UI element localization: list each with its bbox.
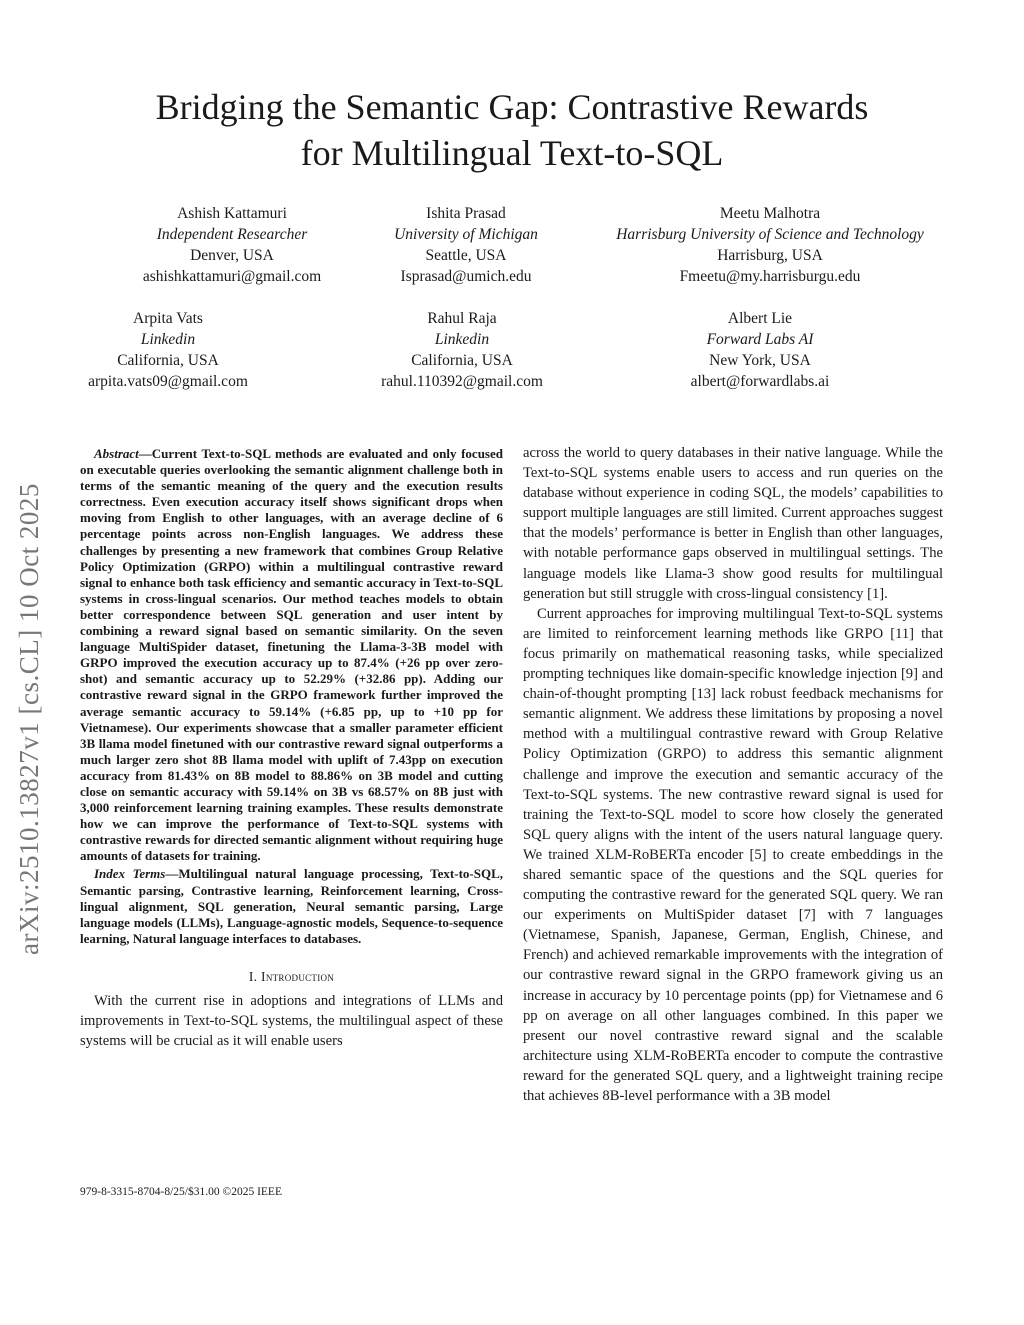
author-name: Rahul Raja — [427, 310, 497, 327]
author-block — [366, 203, 566, 287]
index-terms-text: Multilingual natural language processing, Text-to-SQL, Semantic parsing, Contrastive learning, Reinforcement learning, Cross-lingual alignment, SQL generation, Neural semantic parsing, Large language models (LLMs), Language-agnostic models, Sequence-to-sequence learning, Natural language interfaces to databases. — [80, 866, 504, 946]
arxiv-identifier: arXiv:2510.13827v1 [cs.CL] 10 Oct 2025 — [14, 483, 44, 955]
copyright-footnote: 979-8-3315-8704-8/25/$31.00 ©2025 IEEE — [80, 1186, 282, 1198]
author-location: New York, USA — [709, 352, 811, 369]
author-affiliation: Linkedin — [140, 331, 196, 348]
author-email: albert@forwardlabs.ai — [690, 373, 830, 390]
author-name: Ishita Prasad — [426, 205, 506, 222]
author-block — [660, 308, 860, 392]
author-affiliation: Independent Researcher — [156, 226, 308, 243]
author-affiliation: University of Michigan — [394, 226, 538, 243]
intro-paragraph-continued: across the world to query databases in their native language. While the Text-to-SQL systems enable users to access and run queries on the database without experience in coding SQL, the models’ capabilities to support multiple languages are still limited. Current approaches suggest that the models’ performance is better in English than other languages, with notable performance gaps observed in multilingual settings. The language models like Llama-3 show good results for multilingual generation but still struggle with cross-lingual consistency [1]. — [523, 445, 943, 602]
abstract-text: Current Text-to-SQL methods are evaluated and only focused on executable queries overlooking the semantic alignment challenge both in terms of the semantic meaning of the query and the execution results correctness. Even execution accuracy itself shows significant drops when moving from English to other languages, with an average decline of 6 percentage points across non-English languages. We address these challenges by presenting a new framework that combines Group Relative Policy Optimization (GRPO) within a multilingual contrastive reward signal to enhance both task efficiency and semantic accuracy in Text-to-SQL systems in cross-lingual scenarios. Our method teaches models to obtain better correspondence between SQL generation and user intent by combining a reward signal based on semantic similarity. On the seven language MultiSpider dataset, finetuning the Llama-3-3B model with GRPO improved the execution accuracy up to 87.4% (+26 pp over zero-shot) and semantic accuracy up to 52.29% (+32.86 pp). Adding our contrastive reward signal in the GRPO framework further improved the average semantic accuracy to 59.14% (+6.85 pp, up to +10 pp for Vietnamese). Our experiments showcase that a smaller parameter efficient 3B llama model finetuned with our contrastive reward signal outperforms a much larger zero shot 8B llama model with uplift of 7.43pp on execution accuracy from 81.43% on 8B model to 88.86% on 3B model and cutting close on semantic accuracy with 59.14% on 3B vs 68.57% on 8B just with 3,000 reinforcement learning training examples. These results demonstrate how we can improve the performance of Text-to-SQL systems with contrastive rewards for directed semantic alignment without requiring huge amounts of datasets for training. — [80, 446, 503, 864]
author-location: Harrisburg, USA — [717, 247, 823, 264]
right-column — [523, 443, 943, 1106]
left-column — [80, 446, 503, 1051]
intro-paragraph: With the current rise in adoptions and integrations of LLMs and improvements in Text-to-SQL systems, the multilingual aspect of these systems will be crucial as it will enable users — [80, 993, 503, 1050]
author-location: California, USA — [411, 352, 513, 369]
author-name: Arpita Vats — [133, 310, 203, 327]
author-name: Meetu Malhotra — [719, 205, 821, 222]
author-affiliation: Forward Labs AI — [706, 331, 814, 348]
author-affiliation: Linkedin — [434, 331, 490, 348]
author-name: Ashish Kattamuri — [177, 205, 287, 222]
author-email: Fmeetu@my.harrisburgu.edu — [679, 268, 861, 285]
section-heading: I. Introduction — [248, 968, 335, 984]
author-location: California, USA — [117, 352, 219, 369]
index-terms: Index Terms—Multilingual natural language processing, Text-to-SQL, Semantic parsing, Contrastive learning, Reinforcement learning, Cross-lingual alignment, SQL generation, Neural semantic parsing, Large language models (LLMs), Language-agnostic models, Sequence-to-sequence learning, Natural language interfaces to databases. — [80, 866, 504, 946]
author-name: Albert Lie — [727, 310, 793, 327]
index-terms-label: Index Terms — [94, 866, 166, 882]
title-line-2: for Multilingual Text-to-SQL — [300, 133, 724, 173]
author-email: Isprasad@umich.edu — [400, 268, 532, 285]
author-email: ashishkattamuri@gmail.com — [142, 268, 322, 285]
paper-title — [60, 84, 964, 176]
author-block — [132, 203, 332, 287]
author-email: rahul.110392@gmail.com — [381, 373, 543, 390]
author-block — [68, 308, 268, 392]
author-email: arpita.vats09@gmail.com — [88, 373, 248, 390]
author-block — [362, 308, 562, 392]
author-location: Seattle, USA — [425, 247, 507, 264]
author-block — [600, 203, 940, 287]
intro-paragraph-2: Current approaches for improving multilingual Text-to-SQL systems are limited to reinforcement learning methods like GRPO [11] that focus primarily on mathematical reasoning tasks, while specialized prompting techniques like domain-specific knowledge injection [9] and chain-of-thought prompting [13] lack robust feedback mechanisms for semantic alignment. We address these limitations by proposing a novel method with a multilingual contrastive reward with Group Relative Policy Optimization (GRPO) to address this semantic alignment challenge and improve the execution and semantic accuracy of the Text-to-SQL systems. The new contrastive reward signal is used for training the Text-to-SQL model to score how closely the generated SQL query aligns with the intent of the users natural language query. We trained XLM-RoBERTa encoder [5] to create embeddings in the shared semantic space of the questions and the SQL queries for computing the contrastive reward for the generated SQL query. We ran our experiments on MultiSpider dataset [7] with 7 languages (Vietnamese, Spanish, Japanese, German, English, Chinese, and French) and achieved remarkable improvements with the integration of our contrastive reward signal in the GRPO framework giving us an increase in accuracy by 10 percentage points (pp) for Vietnamese and 6 pp on average on all other languages combined. In this paper we present our novel contrastive reward signal and the scalable architecture using XLM-RoBERTa encoder to compute the contrastive reward for the generated SQL query, and a lightweight training recipe that achieves 8B-level performance with a 3B model — [523, 605, 943, 1104]
abstract: Abstract—Current Text-to-SQL methods are evaluated and only focused on executable queries overlooking the semantic alignment challenge both in terms of the semantic meaning of the query and the execution results correctness. Even execution accuracy itself shows significant drops when moving from English to other languages, with an average decline of 6 percentage points across non-English languages. We address these challenges by presenting a new framework that combines Group Relative Policy Optimization (GRPO) within a multilingual contrastive reward signal to enhance both task efficiency and semantic accuracy in Text-to-SQL systems in cross-lingual scenarios. Our method teaches models to obtain better correspondence between SQL generation and user intent by combining a reward signal based on semantic similarity. On the seven language MultiSpider dataset, finetuning the Llama-3-3B model with GRPO improved the execution accuracy up to 87.4% (+26 pp over zero-shot) and semantic accuracy up to 52.29% (+32.86 pp). Adding our contrastive reward signal in the GRPO framework further improved the average semantic accuracy to 59.14% (+6.85 pp, up to +10 pp for Vietnamese). Our experiments showcase that a smaller parameter efficient 3B llama model finetuned with our contrastive reward signal outperforms a much larger zero shot 8B llama model with uplift of 7.43pp on execution accuracy from 81.43% on 8B model to 88.86% on 3B model and cutting close on semantic accuracy with 59.14% on 3B vs 68.57% on 8B just with 3,000 reinforcement learning training examples. These results demonstrate how we can improve the performance of Text-to-SQL systems with contrastive rewards for directed semantic alignment without requiring huge amounts of datasets for training. — [80, 446, 503, 864]
abstract-label: Abstract — [94, 446, 139, 461]
author-location: Denver, USA — [190, 247, 274, 264]
author-affiliation: Harrisburg University of Science and Technology — [616, 226, 924, 243]
title-line-1: Bridging the Semantic Gap: Contrastive Rewards — [155, 87, 869, 127]
